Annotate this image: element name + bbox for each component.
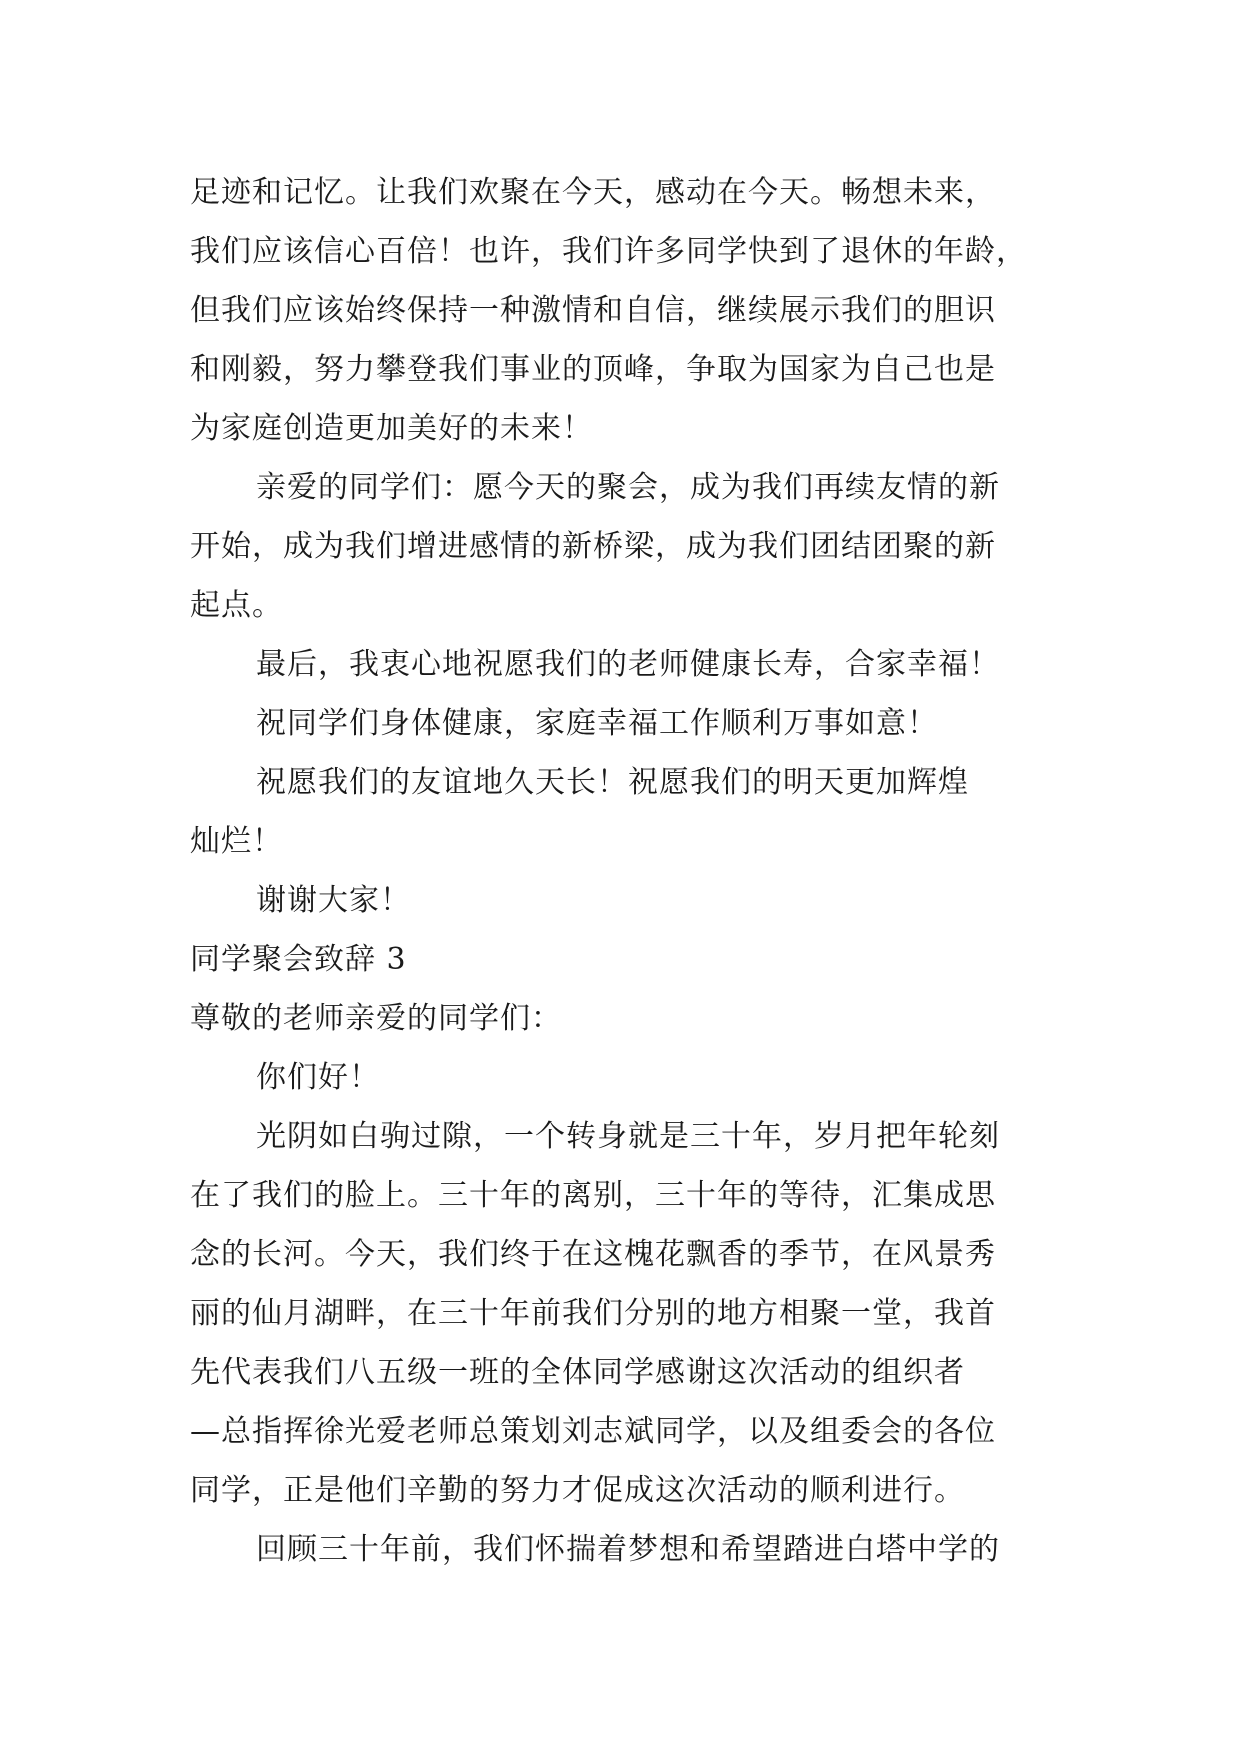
paragraph-line: 起点。 bbox=[190, 588, 283, 623]
paragraph-line: 同学，正是他们辛勤的努力才促成这次活动的顺利进行。 bbox=[190, 1473, 965, 1508]
section-heading: 同学聚会致辞 3 bbox=[190, 942, 407, 977]
greeting-line: 你们好！ bbox=[256, 1060, 380, 1095]
paragraph-line: 祝同学们身体健康，家庭幸福工作顺利万事如意！ bbox=[256, 706, 938, 741]
paragraph-line: 和刚毅，努力攀登我们事业的顶峰，争取为国家为自己也是 bbox=[190, 352, 996, 387]
paragraph-line: 为家庭创造更加美好的未来！ bbox=[190, 411, 593, 446]
paragraph-line: 谢谢大家！ bbox=[256, 883, 411, 918]
paragraph-line: 在了我们的脸上。三十年的离别，三十年的等待，汇集成思 bbox=[190, 1178, 996, 1213]
paragraph-line: 但我们应该始终保持一种激情和自信，继续展示我们的胆识 bbox=[190, 293, 996, 328]
paragraph-line: 最后，我衷心地祝愿我们的老师健康长寿，合家幸福！ bbox=[256, 647, 1000, 682]
paragraph-line: 足迹和记忆。让我们欢聚在今天，感动在今天。畅想未来， bbox=[190, 175, 996, 210]
paragraph-line: 亲爱的同学们：愿今天的聚会，成为我们再续友情的新 bbox=[256, 470, 1000, 505]
paragraph-line: 祝愿我们的友谊地久天长！祝愿我们的明天更加辉煌 bbox=[256, 765, 969, 800]
paragraph-line: 开始，成为我们增进感情的新桥梁，成为我们团结团聚的新 bbox=[190, 529, 996, 564]
salutation-line: 尊敬的老师亲爱的同学们： bbox=[190, 1001, 562, 1036]
paragraph-line: 念的长河。今天，我们终于在这槐花飘香的季节，在风景秀 bbox=[190, 1237, 996, 1272]
paragraph-line: 光阴如白驹过隙，一个转身就是三十年，岁月把年轮刻 bbox=[256, 1119, 1000, 1154]
paragraph-line: 回顾三十年前，我们怀揣着梦想和希望踏进白塔中学的 bbox=[256, 1532, 1000, 1567]
paragraph-line: —总指挥徐光爱老师总策划刘志斌同学，以及组委会的各位 bbox=[190, 1414, 996, 1449]
paragraph-line: 灿烂！ bbox=[190, 824, 283, 859]
paragraph-line: 我们应该信心百倍！也许，我们许多同学快到了退休的年龄， bbox=[190, 234, 1027, 269]
paragraph-line: 先代表我们八五级一班的全体同学感谢这次活动的组织者 bbox=[190, 1355, 965, 1390]
paragraph-line: 丽的仙月湖畔，在三十年前我们分别的地方相聚一堂，我首 bbox=[190, 1296, 996, 1331]
document-body bbox=[190, 163, 1070, 1579]
